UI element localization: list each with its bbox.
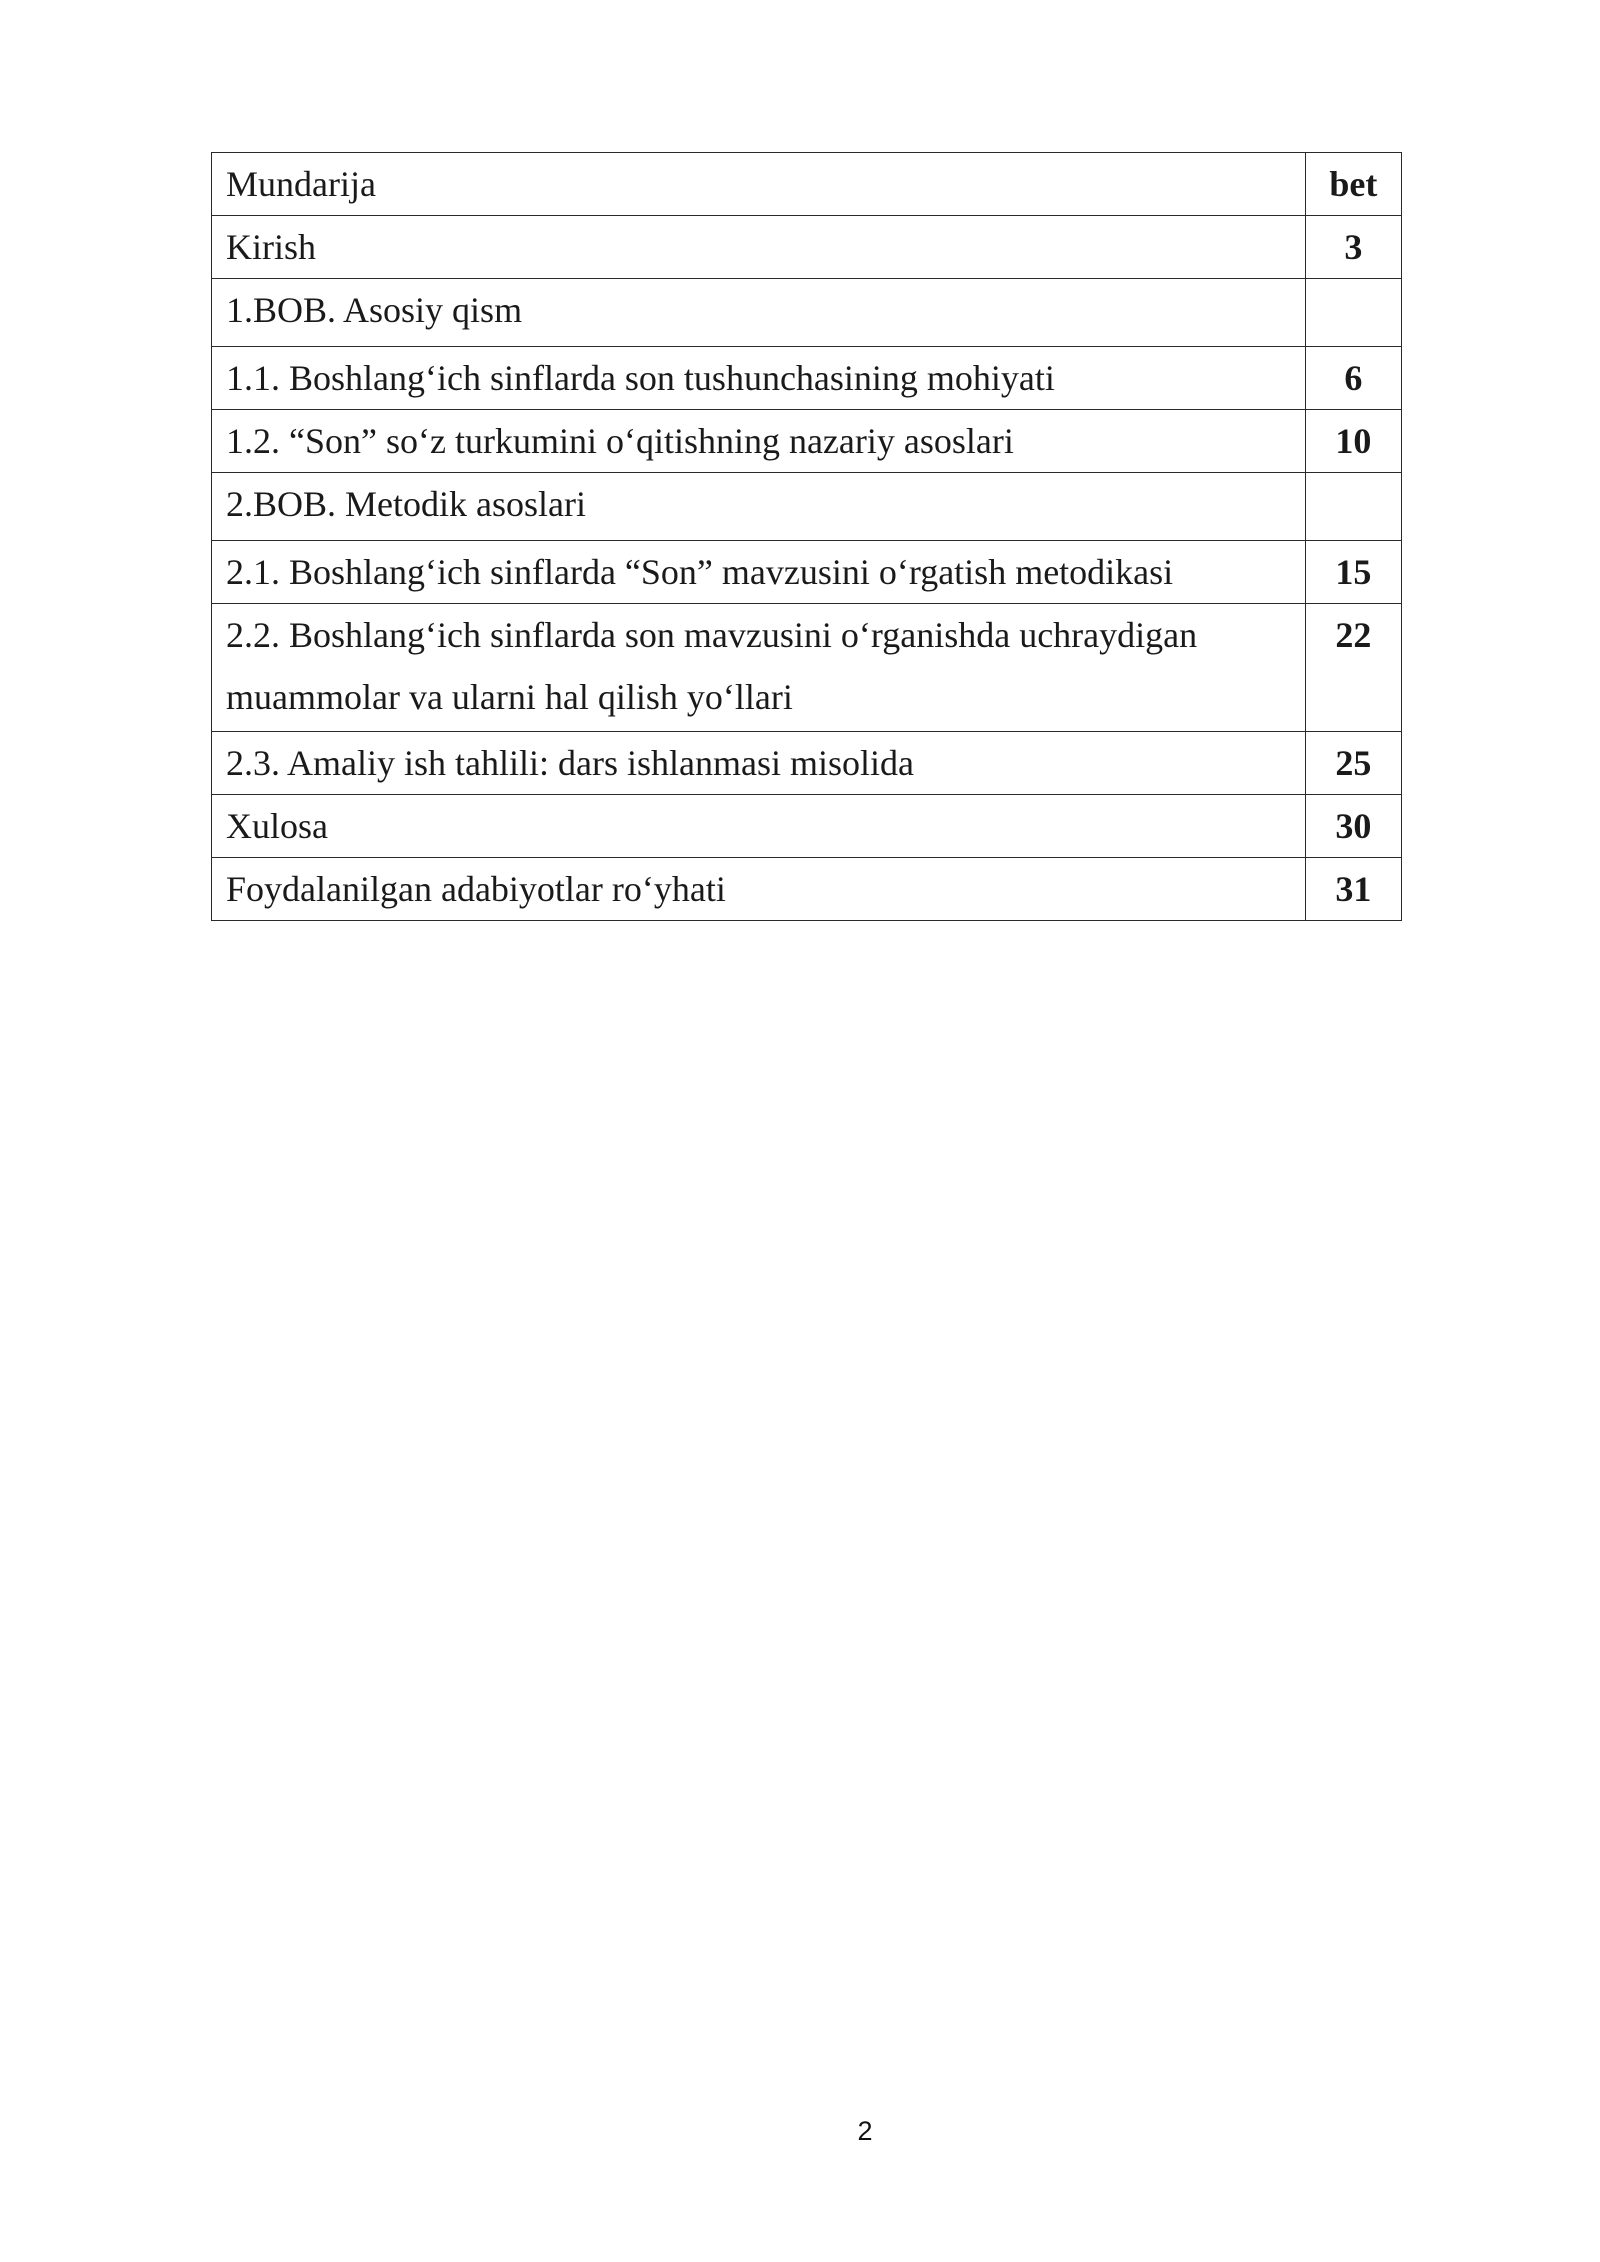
toc-entry-page: 6 [1305,347,1401,410]
toc-row [212,473,1402,541]
toc-row [212,347,1402,410]
toc-entry-page: 30 [1305,795,1401,858]
toc-row [212,410,1402,473]
toc-entry-title: 2.BOB. Metodik asoslari [212,473,1306,541]
toc-row [212,604,1402,732]
toc-entry-title: 1.1. Boshlang‘ich sinflarda son tushunchasining mohiyati [212,347,1306,410]
page-number: 2 [857,2116,873,2146]
toc-row [212,541,1402,604]
toc-entry-page [1305,279,1401,347]
toc-entry-page: 25 [1305,732,1401,795]
toc-entry-title: 2.3. Amaliy ish tahlili: dars ishlanmasi misolida [212,732,1306,795]
toc-header-row [212,153,1402,216]
toc-row [212,732,1402,795]
toc-row [212,216,1402,279]
toc-entry-title: Kirish [212,216,1306,279]
toc-entry-title: Foydalanilgan adabiyotlar ro‘yhati [212,858,1306,921]
toc-entry-page: 31 [1305,858,1401,921]
toc-entry-title: Xulosa [212,795,1306,858]
toc-entry-page: 15 [1305,541,1401,604]
toc-entry-page [1305,473,1401,541]
table-of-contents [211,152,1402,921]
toc-row [212,795,1402,858]
toc-row [212,858,1402,921]
toc-entry-title: 2.2. Boshlang‘ich sinflarda son mavzusini o‘rganishda uchraydigan muammolar va ularni hal qilish yo‘llari [212,604,1306,732]
toc-entry-page: 22 [1305,604,1401,732]
toc-entry-title: 1.BOB. Asosiy qism [212,279,1306,347]
toc-entry-page: 10 [1305,410,1401,473]
toc-entry-title: 2.1. Boshlang‘ich sinflarda “Son” mavzusini o‘rgatish metodikasi [212,541,1306,604]
toc-entry-title: 1.2. “Son” so‘z turkumini o‘qitishning nazariy asoslari [212,410,1306,473]
toc-header-page: bet [1305,153,1401,216]
toc-row [212,279,1402,347]
toc-entry-page: 3 [1305,216,1401,279]
toc-header-title: Mundarija [212,153,1306,216]
